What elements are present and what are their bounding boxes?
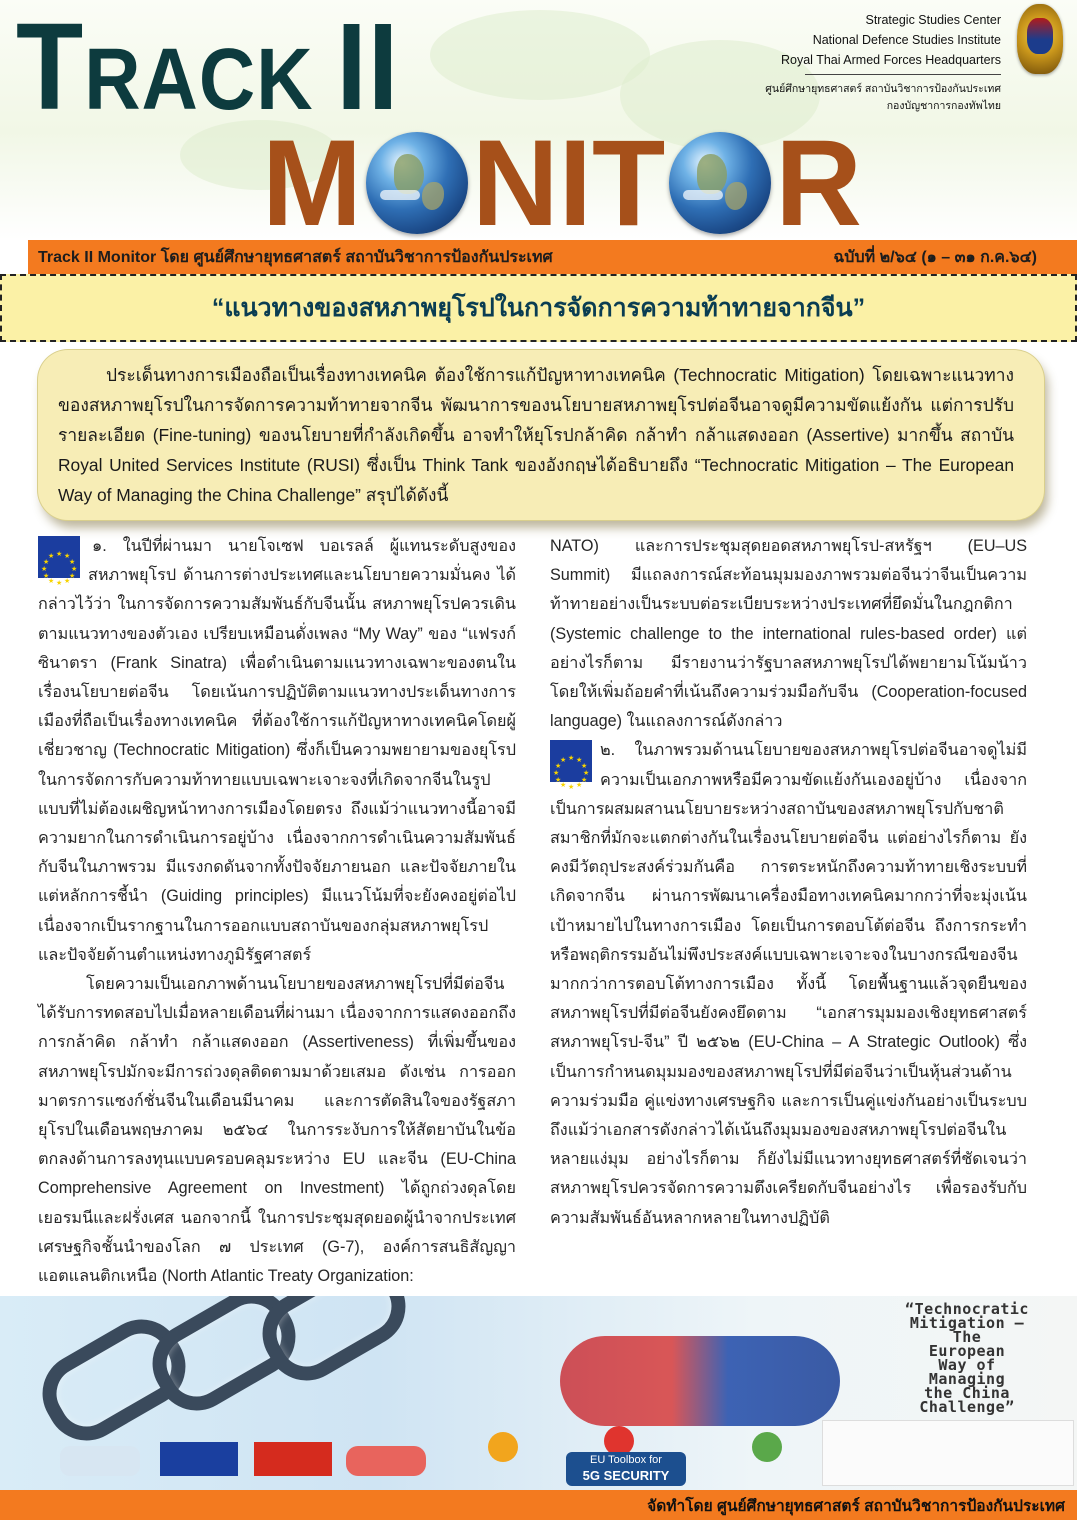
europe-map-icon <box>60 1446 140 1476</box>
body-column-left <box>38 532 516 1291</box>
article-title: “แนวทางของสหภาพยุโรปในการจัดการความท้าทายจากจีน” <box>211 294 866 322</box>
publisher-label: Track II Monitor โดย ศูนย์ศึกษายุทธศาสตร์ สถาบันวิชาการป้องกันประเทศ <box>38 248 553 266</box>
banner-quote: “Technocratic Mitigation — The European Way of Managing the China Challenge” <box>905 1300 1029 1416</box>
illustration-banner <box>0 1296 1077 1490</box>
document-thumbnail <box>822 1420 1074 1486</box>
eu-flag-icon: ★ ★ ★ ★ ★ ★ ★ ★ ★ ★ ★ ★ <box>38 536 80 578</box>
summary-box <box>38 350 1044 520</box>
eu-flag-icon <box>160 1442 238 1476</box>
china-flag-icon <box>254 1442 332 1476</box>
footer-credit: จัดทำโดย ศูนย์ศึกษายุทธศาสตร์ สถาบันวิชาการป้องกันประเทศ <box>647 1497 1065 1515</box>
footer-bar <box>0 1490 1077 1520</box>
china-map-icon <box>346 1446 426 1476</box>
issue-number: ฉบับที่ ๒/๖๔ (๑ – ๓๑ ก.ค.๖๔) <box>833 248 1037 266</box>
globe-icon <box>366 132 468 234</box>
org-name-en-1: Strategic Studies Center <box>865 13 1001 27</box>
strategy-icon <box>488 1432 518 1462</box>
org-name-th-2: กองบัญชาการกองทัพไทย <box>886 100 1001 112</box>
globe-icon <box>669 132 771 234</box>
paragraph: NATO) และการประชุมสุดยอดสหภาพยุโรป-สหรัฐฯ (EU–US Summit) มีแถลงการณ์สะท้อนมุมมองภาพรวมต่อจีนว่าจีนเป็นความท้าทายอย่างเป็นระบบต่อระเบียบระหว่างประเทศที่ยึดมั่นในกฎกติกา (Systemic challenge to the international rules-based order) แต่อย่างไรก็ตาม มีรายงานว่ารัฐบาลสหภาพยุโรปได้พยายามโน้มน้าวโดยให้เพิ่มถ้อยคำที่เน้นถึงความร่วมมือกับจีน (Cooperation-focused language) ในแถลงการณ์ดังกล่าว <box>550 537 1027 731</box>
paragraph: ★ ★ ★ ★ ★ ★ ★ ★ ★ ★ ★ ★ ๒. ในภาพรวมด้านนโยบายของสหภาพยุโรปต่อจีนอาจดูไม่มีความเป็นเอกภาพหรือมีความขัดแย้งกันเองอยู่บ้าง เนื่องจากเป็นการผสมผสานนโยบายระหว่างสถาบันของสหภาพยุโรปกับชาติสมาชิกที่มักจะแตกต่างกันในเรื่องนโยบายต่อจีน แต่อย่างไรก็ตาม ยังคงมีวัตถุประสงค์ร่วมกันคือ การตระหนักถึงความท้าทายเชิงระบบที่เกิดจากจีน ผ่านการพัฒนาเครื่องมือทางเทคนิคมากกว่าที่จะมุ่งเน้นเป้าหมายไปในทางการเมือง โดยเป็นการตอบโต้ต่อจีน ถึงการกระทำหรือพฤติกรรมอันไม่พึงประสงค์แบบเฉพาะเจาะจงในบางกรณีของจีนมากกว่าการตอบโต้ทางการเมือง ทั้งนี้ โดยพื้นฐานแล้วจุดยืนของสหภาพยุโรปที่มีต่อจีนยังคงยึดตาม “เอกสารมุมมองเชิงยุทธศาสตร์สหภาพยุโรป-จีน” ปี ๒๕๖๒ (EU-China – A Strategic Outlook) ซึ่งเป็นการกำหนดมุมมองของสหภาพยุโรปที่มีต่อจีนว่าเป็นหุ้นส่วนด้านความร่วมมือ คู่แข่งทางเศรษฐกิจ และการเป็นคู่แข่งกันอย่างเป็นระบบ ถึงแม้ว่าเอกสารดังกล่าวได้เน้นถึงมุมมองของสหภาพยุโรปต่อจีนในหลายแง่มุม อย่างไรก็ตาม ก็ยังไม่มีแนวทางยุทธศาสตร์ที่ชัดเจนว่าสหภาพยุโรปควรจัดการความตึงเครียดกับจีนอย่างไร เพื่อรองรับกับความสัมพันธ์อันหลากหลายในทางปฏิบัติ <box>550 741 1027 1227</box>
paragraph: ★ ★ ★ ★ ★ ★ ★ ★ ★ ★ ★ ★ ๑. ในปีที่ผ่านมา นายโจเซฟ บอเรลล์ ผู้แทนระดับสูงของสหภาพยุโรป ด้านการต่างประเทศและนโยบายความมั่นคง ได้กล่าวไว้ว่า ในการจัดการความสัมพันธ์กับจีนนั้น สหภาพยุโรปควรเดินตามแนวทางของตัวเอง เปรียบเหมือนดั่งเพลง “My Way” ของ “แฟรงก์ ซินาตรา (Frank Sinatra) เพื่อดำเนินตามแนวทางเฉพาะของตนในเรื่องนโยบายต่อจีน โดยเน้นการปฏิบัติตามแนวทางประเด็นทางการเมืองที่ถือเป็นเรื่องทางเทคนิค ที่ต้องใช้การแก้ปัญหาทางเทคนิคโดยผู้เชี่ยวชาญ (Technocratic Mitigation) ซึ่งก็เป็นความพยายามของยุโรปในการจัดการกับความท้าทายแบบเฉพาะเจาะจงที่เกิดจากจีนในรูปแบบที่ไม่ต้องเผชิญหน้าทางการเมืองโดยตรง ถึงแม้ว่าแนวทางนี้อาจมีความยากในการดำเนินการอยู่บ้าง เนื่องจากการดำเนินความสัมพันธ์กับจีนในภาพรวม มีแรงกดดันจากทั้งปัจจัยภายนอก และปัจจัยภายใน แต่หลักการชี้นำ (Guiding principles) มีแนวโน้มที่จะยังคงอยู่ต่อไป เนื่องจากเป็นรากฐานในการออกแบบสถาบันของกลุ่มสหภาพยุโรปและปัจจัยด้านตำแหน่งทางภูมิรัฐศาสตร์ <box>38 537 516 964</box>
world-map-bg <box>430 10 650 100</box>
eu-toolbox-5g-badge: EU Toolbox for 5G SECURITY <box>566 1452 686 1486</box>
track-ii-logo: TRACK II <box>16 0 400 136</box>
organization-info <box>765 10 1001 115</box>
monitor-letter-m: M <box>262 114 362 240</box>
masthead <box>0 0 1077 240</box>
article-title-box <box>0 274 1077 342</box>
summary-text: ประเด็นทางการเมืองถือเป็นเรื่องทางเทคนิค ต้องใช้การแก้ปัญหาทางเทคนิค (Technocratic Mitigation) โดยเฉพาะแนวทางของสหภาพยุโรปในการจัดการความท้าทายจากจีน พัฒนาการของนโยบายสหภาพยุโรปต่อจีนอาจดูมีความขัดแย้งกัน แต่การปรับรายละเอียด (Fine-tuning) ของนโยบายที่กำลังเกิดขึ้น อาจทำให้ยุโรปกล้าคิด กล้าทำ กล้าแสดงออก (Assertive) มากขึ้น สถาบัน Royal United Services Institute (RUSI) ซึ่งเป็น Think Tank ของอังกฤษได้อธิบายถึง “Technocratic Mitigation – The European Way of Managing the China Challenge” สรุปได้ดังนี้ <box>58 365 1014 505</box>
org-name-en-3: Royal Thai Armed Forces Headquarters <box>780 53 1001 67</box>
monitor-logo <box>262 114 862 240</box>
body-column-right <box>550 532 1027 1233</box>
monitor-letters-nit: NIT <box>471 114 666 240</box>
paragraph: โดยความเป็นเอกภาพด้านนโยบายของสหภาพยุโรปที่มีต่อจีนได้รับการทดสอบไปเมื่อหลายเดือนที่ผ่านมา เนื่องจากการแสดงออกถึงการกล้าคิด กล้าทำ กล้าแสดงออก (Assertiveness) ที่เพิ่มขึ้นของสหภาพยุโรปมักจะมีการถ่วงดุลติดตามมาด้วยเสมอ ดังเช่น การออกมาตรการแซงก์ชั่นจีนในเดือนมีนาคม และการตัดสินใจของรัฐสภายุโรปในเดือนพฤษภาคม ๒๕๖๔ ในการระงับการให้สัตยาบันในข้อตกลงด้านการลงทุนแบบครอบคลุมระหว่าง EU และจีน (EU-China Comprehensive Agreement on Investment) ได้ถูกถ่วงดุลโดยเยอรมนีและฝรั่งเศส นอกจากนี้ ในการประชุมสุดยอดผู้นำจากประเทศเศรษฐกิจชั้นนำของโลก ๗ ประเทศ (G-7), องค์การสนธิสัญญาแอตแลนติกเหนือ (North Atlantic Treaty Organization: <box>38 975 516 1286</box>
eu-flag-icon: ★ ★ ★ ★ ★ ★ ★ ★ ★ ★ ★ ★ <box>550 740 592 782</box>
chain-link-icon <box>248 1296 420 1395</box>
supporting-icon <box>752 1432 782 1462</box>
org-name-en-2: National Defence Studies Institute <box>812 33 1001 47</box>
rtarf-emblem-icon <box>1017 4 1063 74</box>
handshake-flags-image <box>560 1336 840 1426</box>
divider <box>805 74 1001 75</box>
issue-bar <box>28 240 1077 274</box>
monitor-letter-r: R <box>775 114 862 240</box>
org-name-th-1: ศูนย์ศึกษายุทธศาสตร์ สถาบันวิชาการป้องกันประเทศ <box>765 83 1001 95</box>
